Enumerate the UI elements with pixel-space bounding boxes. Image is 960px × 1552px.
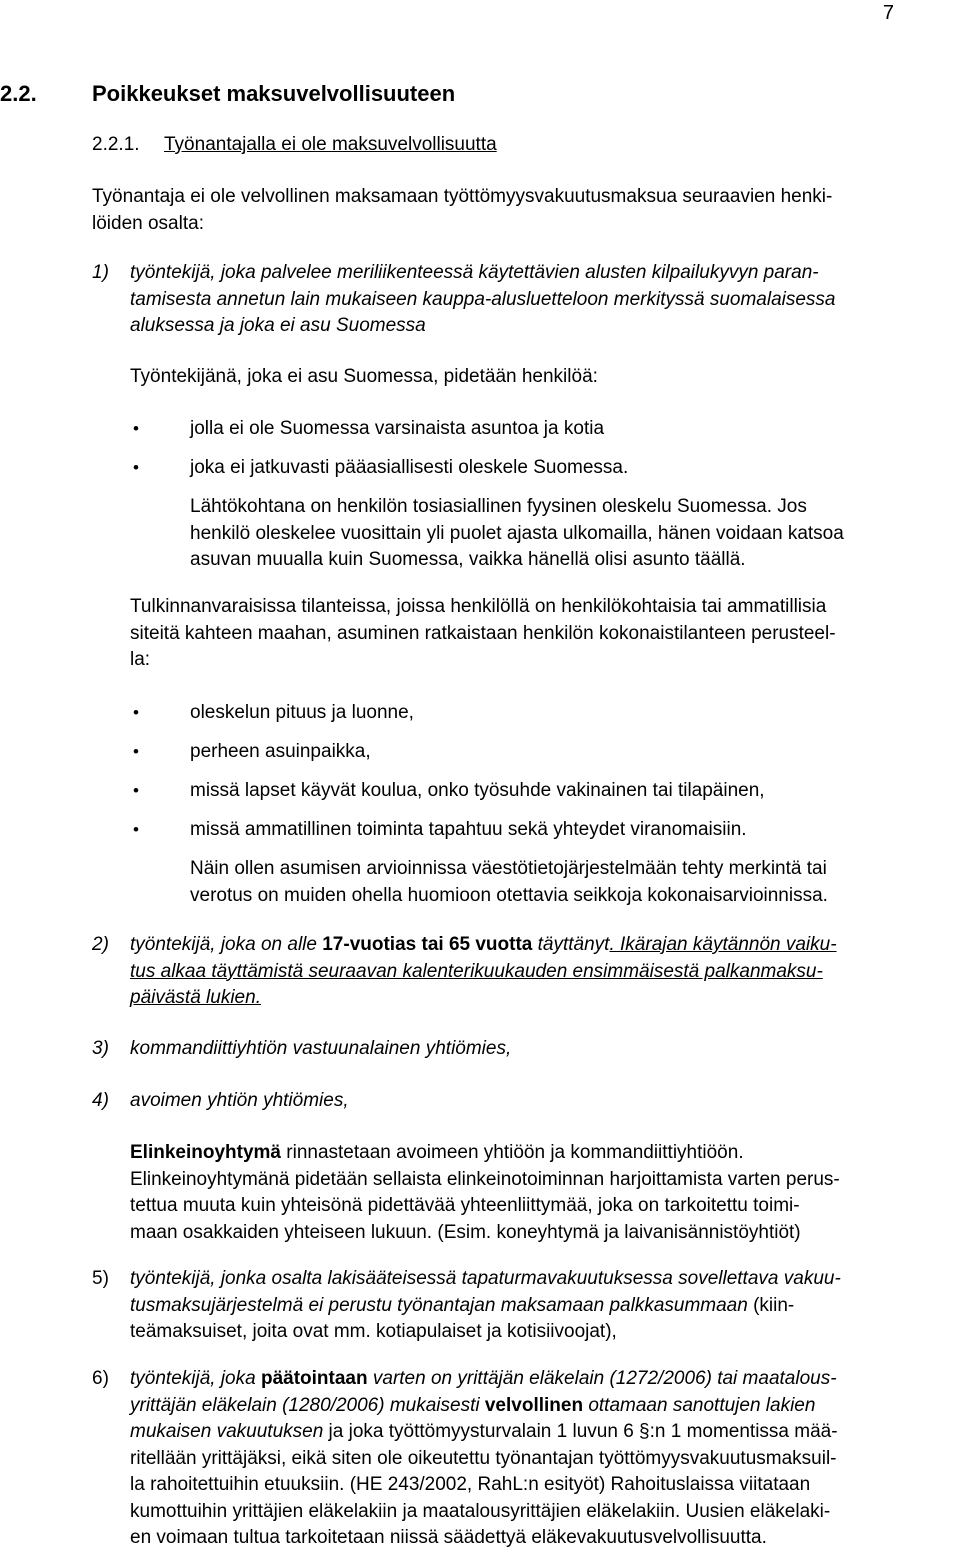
registry-paragraph bbox=[190, 856, 960, 909]
item-line: työntekijä, joka palvelee meriliikenteessä käytettävien alusten kilpailukyvyn paran- bbox=[130, 262, 819, 283]
item-number: 1) bbox=[92, 262, 109, 283]
resident-intro: Työntekijänä, joka ei asu Suomessa, pidetään henkilöä: bbox=[130, 366, 598, 387]
list-item-2 bbox=[92, 932, 960, 1012]
item-line: aluksessa ja joka ei asu Suomessa bbox=[130, 315, 426, 336]
item-line: tusmaksujärjestelmä ei perustu työnantajan maksamaan palkkasummaan (kiin- bbox=[130, 1294, 795, 1316]
bullet-icon: • bbox=[133, 820, 139, 839]
subsection-number: 2.2.1. bbox=[92, 134, 140, 155]
intro-line: Työnantaja ei ole velvollinen maksamaan työttömyysvakuutusmaksua seuraavien henki- bbox=[92, 186, 833, 207]
paragraph-line: Tulkinnanvaraisissa tilanteissa, joissa henkilöllä on henkilökohtaisia tai ammatillisia bbox=[130, 596, 827, 617]
item-line: teämaksuiset, joita ovat mm. kotiapulaiset ja kotisiivoojat), bbox=[130, 1321, 617, 1342]
subsection-title: Työnantajalla ei ole maksuvelvollisuutta bbox=[164, 134, 497, 155]
list-item-5 bbox=[92, 1266, 960, 1346]
intro-paragraph bbox=[92, 184, 952, 237]
item-line: kumottuihin yrittäjien eläkelakiin ja maatalousyrittäjien eläkelakiin. Uusien eläkelaki- bbox=[130, 1500, 831, 1522]
paragraph-line: Elinkeinoyhtymä rinnastetaan avoimeen yhtiöön ja kommandiittiyhtiöön. bbox=[130, 1142, 744, 1163]
list-item-4 bbox=[92, 1088, 952, 1115]
item-line: yrittäjän eläkelain (1280/2006) mukaisesti velvollinen ottamaan sanottujen lakien bbox=[130, 1394, 816, 1416]
item-line: en voimaan tultua tarkoitetaan niissä säädettyä eläkevakuutusvelvollisuutta. bbox=[130, 1527, 767, 1548]
list-item-6 bbox=[92, 1366, 960, 1552]
paragraph-line: verotus on muiden ohella huomioon otettavia seikkoja kokonaisarvioinnissa. bbox=[190, 884, 828, 906]
item-line: ritellään yrittäjäksi, eikä siten ole oikeutettu työnantajan työttömyysvakuutusmaksuil- bbox=[130, 1447, 837, 1469]
bullet-text: perheen asuinpaikka, bbox=[190, 741, 371, 762]
item-line: tamisesta annetun lain mukaiseen kauppa-alusluetteloon merkityssä suomalaisessa bbox=[130, 288, 836, 310]
residence-paragraph bbox=[190, 494, 960, 574]
bullet-text: joka ei jatkuvasti pääasiallisesti oleskele Suomessa. bbox=[190, 457, 629, 478]
highlight-term: päätointaan bbox=[260, 1368, 368, 1389]
bullet-text: jolla ei ole Suomessa varsinaista asuntoa ja kotia bbox=[190, 418, 605, 439]
item-text: kommandiittiyhtiön vastuunalainen yhtiömies, bbox=[130, 1038, 512, 1059]
item-line: työntekijä, jonka osalta lakisääteisessä tapaturmavakuutuksessa sovellettava vakuu- bbox=[130, 1268, 841, 1289]
item-text: avoimen yhtiön yhtiömies, bbox=[130, 1090, 349, 1111]
bullet-text: oleskelun pituus ja luonne, bbox=[190, 702, 414, 723]
bullet-text: missä lapset käyvät koulua, onko työsuhde vakinainen tai tilapäinen, bbox=[190, 780, 765, 801]
section-number: 2.2. bbox=[0, 81, 37, 106]
bullet-icon: • bbox=[133, 742, 139, 761]
unclear-paragraph bbox=[130, 594, 960, 674]
item-line: mukaisen vakuutuksen ja joka työttömyysturvalain 1 luvun 6 §:n 1 momentissa mää- bbox=[130, 1421, 838, 1442]
item-line: la rahoitettuihin etuuksiin. (HE 243/2002, RahL:n esityöt) Rahoituslaissa viitataan bbox=[130, 1474, 811, 1495]
elinkeinoyhtyma-paragraph bbox=[130, 1140, 960, 1246]
defined-term: Elinkeinoyhtymä bbox=[130, 1142, 281, 1163]
intro-line: löiden osalta: bbox=[92, 212, 204, 234]
bullet-icon: • bbox=[133, 703, 139, 722]
paragraph-line: Lähtökohtana on henkilön tosiasiallinen fyysinen oleskelu Suomessa. Jos bbox=[190, 496, 807, 517]
bullet-icon: • bbox=[133, 419, 139, 438]
section-title: Poikkeukset maksuvelvollisuuteen bbox=[92, 81, 456, 106]
highlight-term: velvollinen bbox=[484, 1394, 584, 1416]
item-number: 6) bbox=[92, 1368, 109, 1389]
paragraph-line: henkilö oleskelee vuosittain yli puolet ajasta ulkomailla, hänen voidaan katsoa bbox=[190, 522, 844, 544]
list-item-1 bbox=[92, 260, 952, 340]
paragraph-line: siteitä kahteen maahan, asuminen ratkaistaan henkilön kokonaistilanteen perusteel- bbox=[130, 622, 836, 644]
item-line: työntekijä, joka päätointaan varten on yrittäjän eläkelain (1272/2006) tai maatalous- bbox=[130, 1368, 837, 1389]
bullet-icon: • bbox=[133, 458, 139, 477]
section-heading bbox=[0, 80, 455, 108]
page-number: 7 bbox=[882, 2, 894, 24]
paragraph-line: Elinkeinoyhtymänä pidetään sellaista elinkeinotoiminnan harjoittamista varten perus- bbox=[130, 1168, 840, 1190]
item-number: 3) bbox=[92, 1038, 109, 1059]
item-line: tus alkaa täyttämistä seuraavan kalenterikuukauden ensimmäisestä palkanmaksu- bbox=[130, 960, 823, 982]
bullet-text: missä ammatillinen toiminta tapahtuu sekä yhteydet viranomaisiin. bbox=[190, 819, 747, 840]
paragraph-line: Näin ollen asumisen arvioinnissa väestötietojärjestelmään tehty merkintä tai bbox=[190, 858, 827, 879]
paragraph-line: asuvan muualla kuin Suomessa, vaikka hänellä olisi asunto täällä. bbox=[190, 549, 746, 570]
item-number: 5) bbox=[92, 1268, 109, 1289]
paragraph-line: la: bbox=[130, 649, 151, 670]
subsection-heading bbox=[92, 132, 497, 159]
bullet-icon: • bbox=[133, 781, 139, 800]
item-line: päivästä lukien. bbox=[130, 987, 261, 1008]
age-limit: 17-vuotias tai 65 vuotta bbox=[322, 934, 533, 955]
list-item-3 bbox=[92, 1036, 952, 1063]
paragraph-line: tettua muuta kuin yhteisönä pidettävää yhteenliittymää, joka on tarkoitettu toimi- bbox=[130, 1195, 800, 1216]
item-number: 4) bbox=[92, 1090, 109, 1111]
paragraph-line: maan osakkaiden yhteiseen lukuun. (Esim. koneyhtymä ja laivanisännistöyhtiöt) bbox=[130, 1221, 801, 1243]
item-number: 2) bbox=[92, 934, 109, 955]
item-line: työntekijä, joka on alle 17-vuotias tai 65 vuotta täyttänyt. Ikärajan käytännön vaiku- bbox=[130, 934, 837, 955]
